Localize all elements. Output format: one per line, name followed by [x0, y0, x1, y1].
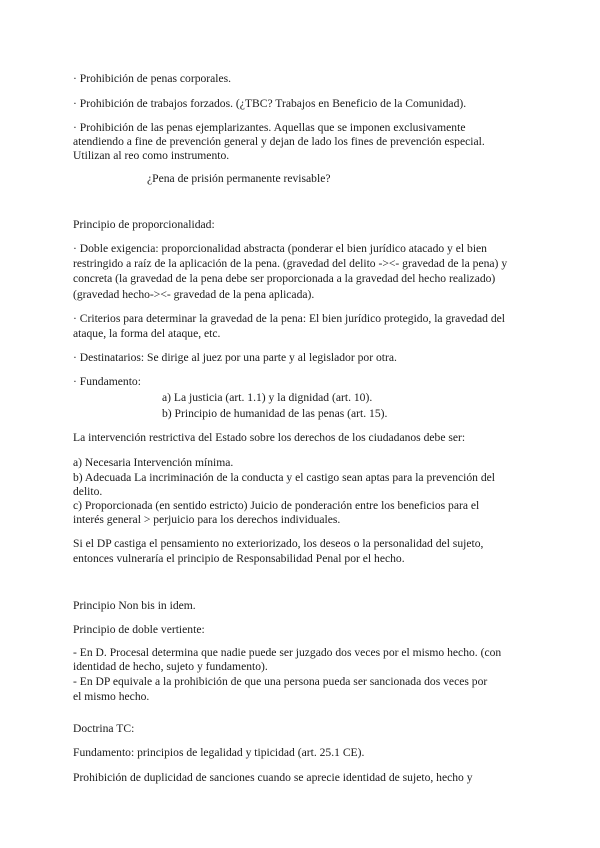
- text-line: · Prohibición de penas corporales.: [73, 72, 232, 85]
- text-line: Prohibición de duplicidad de sanciones cuando se aprecie identidad de sujeto, hecho y: [73, 771, 473, 784]
- text-line: b) Adecuada La incriminación de la conducta y el castigo sean aptas para la prevención del: [73, 471, 496, 484]
- text-line: Fundamento: principios de legalidad y tipicidad (art. 25.1 CE).: [73, 746, 365, 759]
- text-line: restringido a raíz de la aplicación de la pena. (gravedad del delito -><- gravedad de la pena) y: [73, 257, 508, 270]
- text-line: · Destinatarios: Se dirige al juez por una parte y al legislador por otra.: [73, 351, 397, 364]
- text-line: atendiendo a fine de prevención general y dejan de lado los fines de prevención especial.: [73, 135, 485, 148]
- section-heading: Doctrina TC:: [73, 722, 135, 735]
- text-line: b) Principio de humanidad de las penas (art. 15).: [162, 407, 388, 420]
- text-line: - En DP equivale a la prohibición de que una persona pueda ser sancionada dos veces por: [73, 675, 488, 688]
- text-line: ¿Pena de prisión permanente revisable?: [147, 172, 331, 185]
- text-line: identidad de hecho, sujeto y fundamento).: [73, 660, 268, 673]
- text-line: · Criterios para determinar la gravedad de la pena: El bien jurídico protegido, la gravedad del: [73, 312, 506, 325]
- text-line: c) Proporcionada (en sentido estricto) Juicio de ponderación entre los beneficios para el: [73, 499, 480, 512]
- text-line: · Fundamento:: [73, 375, 141, 388]
- text-line: concreta (la gravedad de la pena debe ser proporcionada a la gravedad del hecho realizado): [73, 272, 496, 285]
- section-heading: Principio Non bis in idem.: [73, 599, 196, 612]
- text-line: interés general > perjuicio para los derechos individuales.: [73, 513, 341, 526]
- text-line: · Prohibición de trabajos forzados. (¿TBC? Trabajos en Beneficio de la Comunidad).: [73, 97, 467, 110]
- text-line: (gravedad hecho-><- gravedad de la pena aplicada).: [73, 288, 315, 301]
- text-line: entonces vulneraría el principio de Responsabilidad Penal por el hecho.: [73, 552, 405, 565]
- text-line: Utilizan al reo como instrumento.: [73, 149, 230, 162]
- text-line: a) Necesaria Intervención mínima.: [73, 456, 234, 469]
- text-line: - En D. Procesal determina que nadie puede ser juzgado dos veces por el mismo hecho. (con: [73, 646, 502, 659]
- section-heading: Principio de proporcionalidad:: [73, 218, 215, 231]
- text-line: el mismo hecho.: [73, 690, 150, 703]
- text-line: a) La justicia (art. 1.1) y la dignidad (art. 10).: [162, 391, 373, 404]
- text-line: delito.: [73, 485, 103, 498]
- text-line: ataque, la forma del ataque, etc.: [73, 327, 221, 340]
- text-line: Si el DP castiga el pensamiento no exteriorizado, los deseos o la personalidad del sujeto,: [73, 537, 484, 550]
- text-line: Principio de doble vertiente:: [73, 623, 205, 636]
- text-line: · Doble exigencia: proporcionalidad abstracta (ponderar el bien jurídico atacado y el bien: [73, 242, 487, 255]
- text-line: · Prohibición de las penas ejemplarizantes. Aquellas que se imponen exclusivamente: [73, 121, 466, 134]
- text-line: La intervención restrictiva del Estado sobre los derechos de los ciudadanos debe ser:: [73, 431, 466, 444]
